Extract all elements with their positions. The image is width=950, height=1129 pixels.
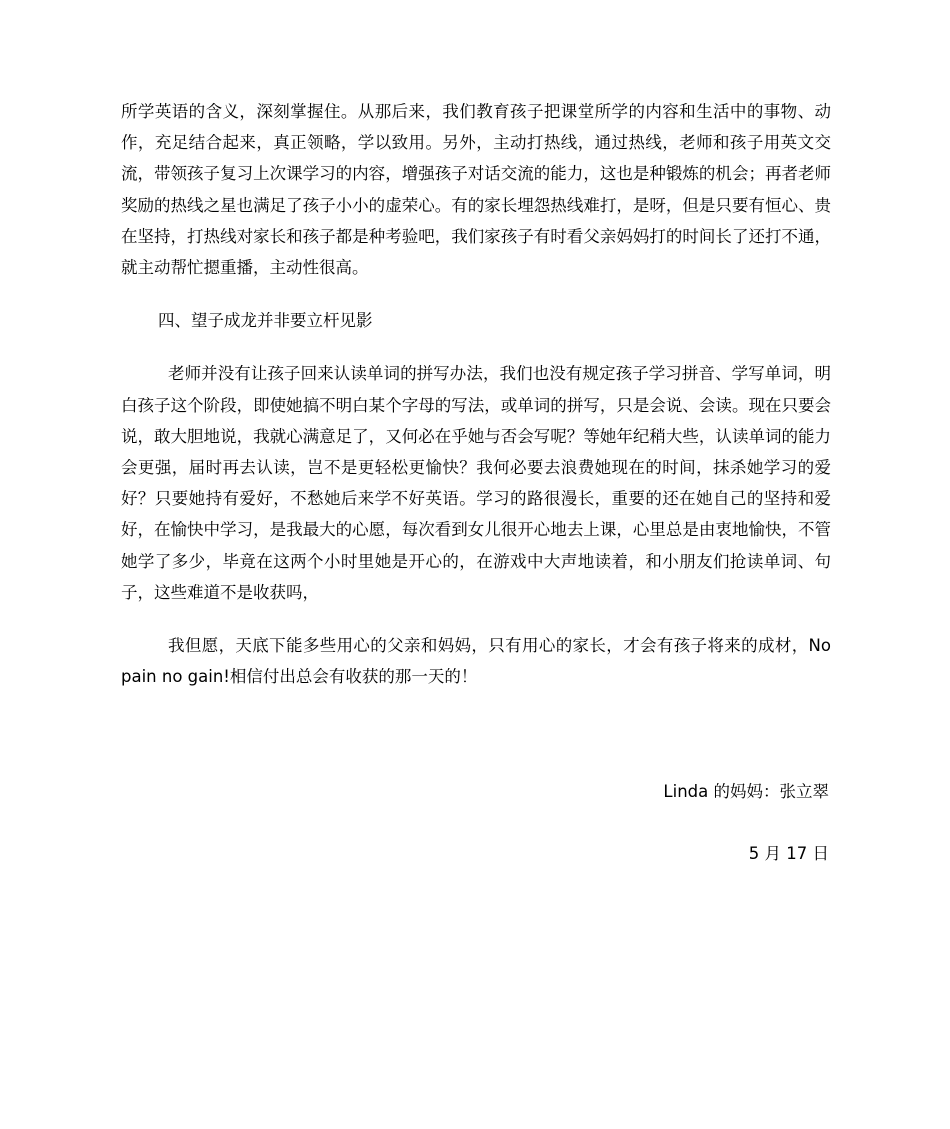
paragraph-hotline: 所学英语的含义，深刻掌握住。从那后来，我们教育孩子把课堂所学的内容和生活中的事物、动作，充足结合起来，真正领略，学以致用。另外，主动打热线，通过热线，老师和孩子用英文交流，带领孩子复习上次课学习的内容，增强孩子对话交流的能力，这也是种锻炼的机会；再者老师奖励的热线之星也满足了孩子小小的虚荣心。有的家长埋怨热线难打，是呀，但是只要有恒心、贵在坚持，打热线对家长和孩子都是种考验吧，我们家孩子有时看父亲妈妈打的时间长了还打不通，就主动帮忙摁重播，主动性很高。 — [121, 102, 831, 278]
signature-date: 5 月 17 日 — [748, 844, 829, 863]
section-heading: 四、望子成龙并非要立杆见影 — [158, 311, 373, 331]
signature: Linda 的妈妈：张立翠 — [663, 782, 829, 801]
paragraph-patience: 老师并没有让孩子回来认读单词的拼写办法，我们也没有规定孩子学习拼音、学写单词，明白孩子这个阶段，即使她搞不明白某个字母的写法，或单词的拼写，只是会说、会读。现在只要会说，敢大胆地说，我就心满意足了，又何必在乎她与否会写呢？等她年纪稍大些，认读单词的能力会更强，届时再去认读，岂不是更轻松更愉快？我何必要去浪费她现在的时间，抹杀她学习的爱好？只要她持有爱好，不愁她后来学不好英语。学习的路很漫长，重要的还在她自己的坚持和爱好，在愉快中学习，是我最大的心愿，每次看到女儿很开心地去上课，心里总是由衷地愉快，不管她学了多少，毕竟在这两个小时里她是开心的，在游戏中大声地读着，和小朋友们抢读单词、句子，这些难道不是收获吗， — [121, 364, 831, 602]
document-body — [121, 96, 831, 692]
paragraph-wish: 我但愿，天底下能多些用心的父亲和妈妈，只有用心的家长，才会有孩子将来的成材，No pain no gain!相信付出总会有收获的那一天的！ — [121, 636, 831, 687]
